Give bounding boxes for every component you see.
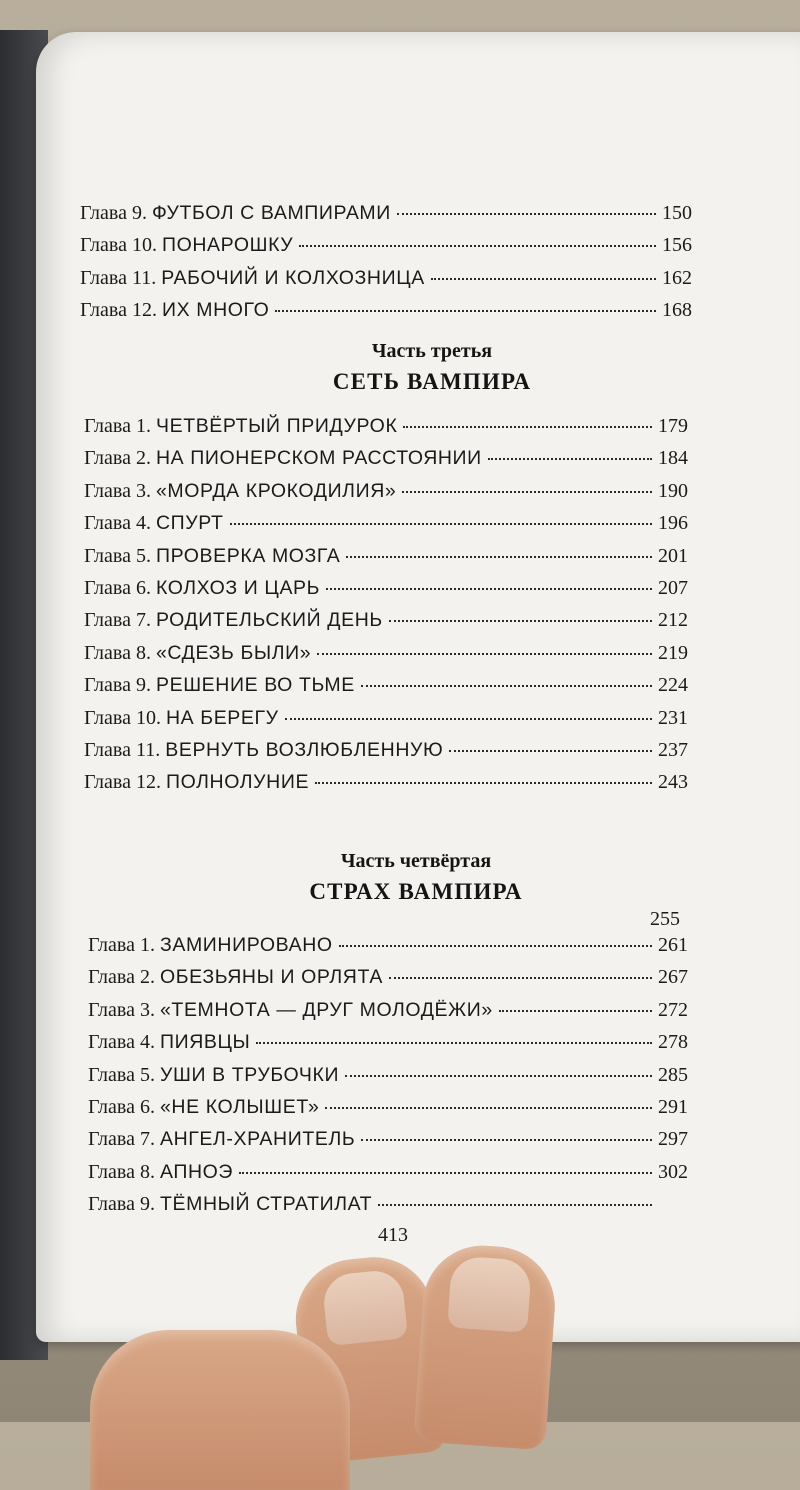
chapter-number: Глава 1. xyxy=(88,934,155,956)
page-number: 224 xyxy=(658,674,688,697)
dot-leader xyxy=(285,718,652,720)
chapter-title: «МОРДА КРОКОДИЛИЯ» xyxy=(155,479,397,502)
chapter-number: Глава 3. xyxy=(84,479,151,502)
page-number: 219 xyxy=(658,641,688,664)
chapter-number: Глава 12. xyxy=(84,771,161,794)
chapter-title: ЗАМИНИРОВАНО xyxy=(159,934,333,956)
toc-section-part4 xyxy=(88,934,688,1226)
chapter-title: НА БЕРЕГУ xyxy=(165,706,279,729)
chapter-number: Глава 11. xyxy=(84,738,161,761)
chapter-title: АПНОЭ xyxy=(159,1160,234,1183)
chapter-title: ИХ МНОГО xyxy=(161,299,270,322)
toc-entry xyxy=(84,447,688,479)
chapter-number: Глава 8. xyxy=(88,1160,155,1183)
toc-entry xyxy=(84,609,688,641)
dot-leader xyxy=(339,945,652,947)
toc-entry xyxy=(84,642,688,674)
fingernail xyxy=(447,1255,532,1332)
dot-leader xyxy=(499,1010,652,1012)
chapter-title: ФУТБОЛ С ВАМПИРАМИ xyxy=(151,202,391,224)
toc-entry xyxy=(84,771,688,803)
dot-leader xyxy=(402,491,652,493)
hand-palm xyxy=(90,1330,350,1490)
toc-entry xyxy=(84,512,688,544)
page-number: 237 xyxy=(658,738,688,761)
toc-entry xyxy=(80,234,692,266)
dot-leader xyxy=(317,653,652,655)
chapter-number: Глава 10. xyxy=(84,706,161,729)
dot-leader xyxy=(315,782,652,784)
toc-entry xyxy=(88,1193,688,1225)
page-number: 278 xyxy=(658,1031,688,1054)
page-number: 207 xyxy=(658,576,688,599)
dot-leader xyxy=(449,750,652,752)
toc-entry xyxy=(88,966,688,998)
dot-leader xyxy=(361,685,652,687)
part3-title: СЕТЬ ВАМПИРА xyxy=(332,369,532,394)
finger-right xyxy=(413,1242,559,1451)
chapter-number: Глава 9. xyxy=(80,202,147,224)
toc-entry xyxy=(88,934,688,966)
chapter-title: ПИЯВЦЫ xyxy=(159,1031,251,1054)
chapter-title: ЧЕТВЁРТЫЙ ПРИДУРОК xyxy=(155,415,398,437)
toc-entry xyxy=(84,707,688,739)
dot-leader xyxy=(397,213,656,215)
chapter-number: Глава 2. xyxy=(88,966,155,989)
chapter-number: Глава 4. xyxy=(88,1031,155,1054)
chapter-number: Глава 2. xyxy=(84,447,151,470)
dot-leader xyxy=(361,1139,652,1141)
page-number: 302 xyxy=(658,1160,688,1183)
chapter-title: УШИ В ТРУБОЧКИ xyxy=(159,1063,340,1086)
chapter-title: «СДЕЗЬ БЫЛИ» xyxy=(155,641,312,664)
page-number: 243 xyxy=(658,771,688,794)
chapter-title: АНГЕЛ-ХРАНИТЕЛЬ xyxy=(159,1128,356,1151)
toc-entry xyxy=(88,1096,688,1128)
dot-leader xyxy=(431,278,656,280)
page-number: 297 xyxy=(658,1128,688,1151)
part4-label: Часть четвёртая xyxy=(340,850,492,872)
toc-entry xyxy=(80,202,692,234)
chapter-title: ПОЛНОЛУНИЕ xyxy=(165,771,310,794)
page-number: 291 xyxy=(658,1095,688,1118)
dot-leader xyxy=(256,1042,652,1044)
chapter-title: КОЛХОЗ И ЦАРЬ xyxy=(155,576,321,599)
chapter-title: «ТЕМНОТА — ДРУГ МОЛОДЁЖИ» xyxy=(159,998,493,1021)
dot-leader xyxy=(326,588,652,590)
page-number: 190 xyxy=(658,479,688,502)
page-number: 231 xyxy=(658,706,688,729)
toc-entry xyxy=(84,739,688,771)
part4-heading-page: 255 xyxy=(650,908,680,930)
chapter-title: ПРОВЕРКА МОЗГА xyxy=(155,544,341,567)
page-number: 261 xyxy=(658,934,688,956)
chapter-number: Глава 7. xyxy=(88,1128,155,1151)
chapter-number: Глава 5. xyxy=(84,544,151,567)
page-number: 272 xyxy=(658,998,688,1021)
page-folio-number: 413 xyxy=(378,1224,408,1246)
dot-leader xyxy=(345,1075,652,1077)
page-number: 184 xyxy=(658,447,688,470)
toc-entry xyxy=(84,674,688,706)
page-number: 179 xyxy=(658,415,688,437)
toc-entry xyxy=(84,480,688,512)
chapter-number: Глава 3. xyxy=(88,998,155,1021)
chapter-number: Глава 8. xyxy=(84,641,151,664)
dot-leader xyxy=(389,620,652,622)
toc-section-part3 xyxy=(84,415,688,804)
chapter-number: Глава 6. xyxy=(88,1095,155,1118)
chapter-number: Глава 1. xyxy=(84,415,151,437)
toc-entry xyxy=(80,267,692,299)
toc-entry xyxy=(88,1064,688,1096)
dot-leader xyxy=(403,426,652,428)
dot-leader xyxy=(325,1107,652,1109)
page-number: 201 xyxy=(658,544,688,567)
chapter-number: Глава 5. xyxy=(88,1063,155,1086)
page-number: 196 xyxy=(658,512,688,535)
chapter-title: СПУРТ xyxy=(155,512,224,535)
dot-leader xyxy=(275,310,656,312)
dot-leader xyxy=(239,1172,652,1174)
chapter-title: РЕШЕНИЕ ВО ТЬМЕ xyxy=(155,674,355,697)
toc-section-part2-end xyxy=(80,202,692,332)
toc-entry xyxy=(88,1128,688,1160)
dot-leader xyxy=(230,523,652,525)
chapter-number: Глава 9. xyxy=(88,1193,155,1216)
page-number: 212 xyxy=(658,609,688,632)
chapter-title: ВЕРНУТЬ ВОЗЛЮБЛЕННУЮ xyxy=(165,738,444,761)
page-number: 285 xyxy=(658,1063,688,1086)
toc-entry xyxy=(84,545,688,577)
chapter-number: Глава 9. xyxy=(84,674,151,697)
toc-entry xyxy=(88,1161,688,1193)
dot-leader xyxy=(389,977,652,979)
chapter-number: Глава 10. xyxy=(80,234,157,257)
chapter-number: Глава 6. xyxy=(84,576,151,599)
fingernail xyxy=(321,1268,408,1346)
part3-label: Часть третья xyxy=(371,340,493,362)
chapter-number: Глава 4. xyxy=(84,512,151,535)
chapter-number: Глава 7. xyxy=(84,609,151,632)
chapter-title: «НЕ КОЛЫШЕТ» xyxy=(159,1095,320,1118)
dot-leader xyxy=(299,245,656,247)
chapter-title: ТЁМНЫЙ СТРАТИЛАТ xyxy=(159,1193,373,1216)
page-number: 156 xyxy=(662,234,692,257)
chapter-title: ПОНАРОШКУ xyxy=(161,234,294,257)
chapter-title: РОДИТЕЛЬСКИЙ ДЕНЬ xyxy=(155,609,383,632)
toc-entry xyxy=(84,415,688,447)
toc-entry xyxy=(80,299,692,331)
chapter-number: Глава 11. xyxy=(80,266,157,289)
chapter-title: ОБЕЗЬЯНЫ И ОРЛЯТА xyxy=(159,966,383,989)
toc-entry xyxy=(84,577,688,609)
chapter-number: Глава 12. xyxy=(80,299,157,322)
page-number: 168 xyxy=(662,299,692,322)
toc-entry xyxy=(88,1031,688,1063)
part4-heading xyxy=(156,850,676,905)
page-number: 150 xyxy=(662,202,692,224)
dot-leader xyxy=(488,458,652,460)
book-page xyxy=(36,32,800,1342)
part4-title: СТРАХ ВАМПИРА xyxy=(309,879,523,904)
chapter-title: РАБОЧИЙ И КОЛХОЗНИЦА xyxy=(161,266,425,289)
dot-leader xyxy=(378,1204,652,1206)
toc-entry xyxy=(88,999,688,1031)
part3-heading xyxy=(172,340,692,395)
page-number: 162 xyxy=(662,266,692,289)
chapter-title: НА ПИОНЕРСКОМ РАССТОЯНИИ xyxy=(155,447,482,470)
page-number: 267 xyxy=(658,966,688,989)
dot-leader xyxy=(346,556,652,558)
